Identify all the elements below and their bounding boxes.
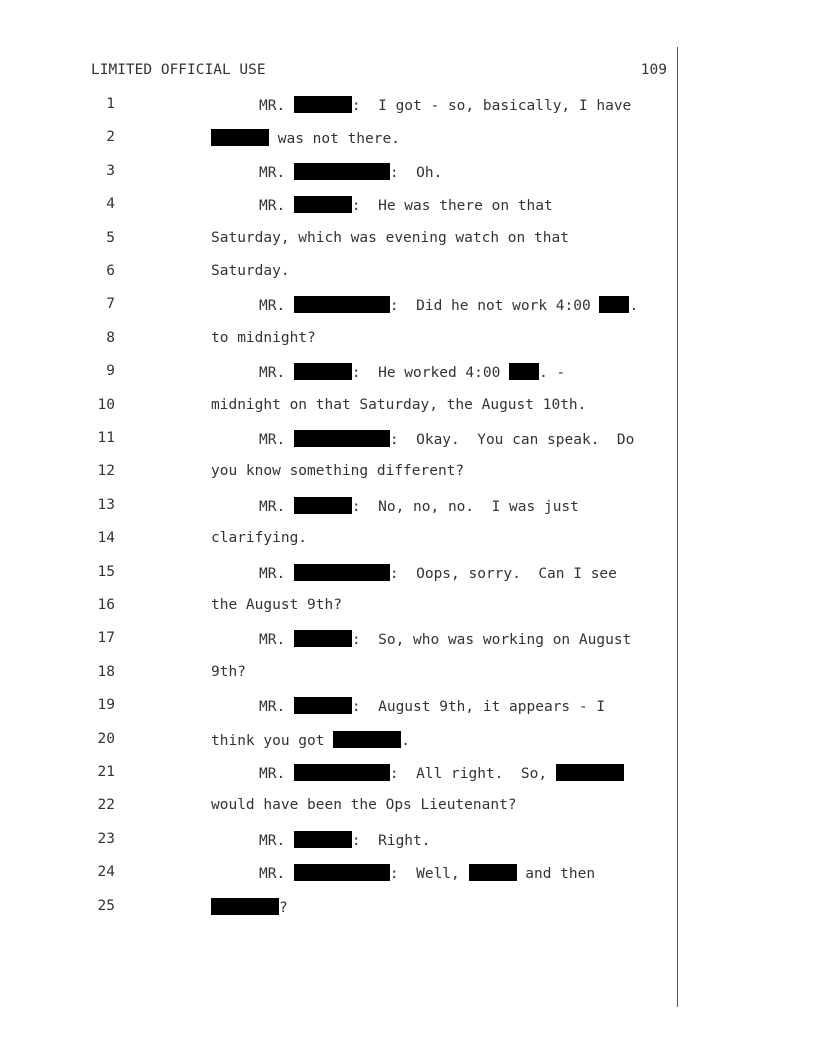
line-text (211, 463, 464, 479)
text-segment: : He worked 4:00 (351, 365, 510, 382)
transcript-line (0, 898, 676, 918)
text-segment: : Did he not work 4:00 (389, 298, 600, 315)
transcript-line (0, 797, 676, 817)
text-segment: you know something different? (211, 463, 465, 480)
transcript-line (0, 363, 676, 383)
line-number: 18 (97, 663, 115, 680)
transcript-line (0, 497, 676, 517)
text-segment: would have been the Ops Lieutenant? (211, 797, 517, 814)
line-number: 17 (97, 630, 115, 647)
redaction-block (556, 764, 624, 781)
text-segment: : I got - so, basically, I have (351, 98, 632, 114)
text-segment: to midnight? (211, 329, 316, 346)
text-segment: MR. (259, 198, 294, 215)
line-number: 5 (106, 229, 115, 246)
transcript-line (0, 597, 676, 617)
text-segment: MR. (259, 866, 294, 883)
text-segment: . - (539, 365, 566, 382)
redaction-block (211, 129, 269, 146)
line-number: 14 (97, 530, 115, 547)
transcript-line (0, 129, 676, 149)
text-segment: MR. (259, 98, 294, 114)
line-text (259, 363, 565, 381)
line-text (259, 430, 634, 448)
redaction-block (509, 363, 539, 380)
text-segment: : Oops, sorry. Can I see (389, 565, 617, 582)
line-number: 22 (97, 797, 115, 814)
redaction-block (294, 296, 390, 313)
text-segment: was not there. (269, 131, 400, 148)
line-number: 2 (106, 129, 115, 146)
transcript-line (0, 163, 676, 183)
redaction-block (333, 731, 401, 748)
transcript-line (0, 764, 676, 784)
line-text (211, 230, 569, 246)
redaction-block (294, 831, 352, 848)
line-number: 9 (106, 363, 115, 380)
text-segment: MR. (259, 699, 294, 716)
text-segment: MR. (259, 498, 294, 515)
redaction-block (294, 497, 352, 514)
transcript-line (0, 330, 676, 350)
line-text (259, 497, 579, 515)
redaction-block (294, 430, 390, 447)
transcript-line (0, 296, 676, 316)
text-segment: 9th? (211, 663, 246, 680)
text-segment: : Oh. (389, 164, 443, 181)
redaction-block (294, 564, 390, 581)
line-number: 6 (106, 263, 115, 279)
line-text (211, 664, 246, 680)
line-number: 8 (106, 329, 115, 346)
transcript-line (0, 564, 676, 584)
text-segment: Saturday. (211, 263, 290, 279)
transcript-line (0, 864, 676, 884)
transcript-line (0, 463, 676, 483)
redaction-block (294, 196, 352, 213)
text-segment: MR. (259, 365, 294, 382)
line-number: 1 (106, 96, 115, 112)
text-segment: : Well, (389, 866, 469, 883)
text-segment: : August 9th, it appears - I (351, 699, 606, 716)
line-text (211, 330, 316, 346)
line-text (259, 196, 553, 214)
text-segment: . (401, 732, 410, 749)
text-segment: Saturday, which was evening watch on that (211, 229, 569, 246)
line-text (211, 898, 288, 916)
text-segment: think you got (211, 732, 334, 749)
text-segment: midnight on that Saturday, the August 10th. (211, 396, 587, 413)
line-text (211, 731, 410, 749)
line-text (211, 797, 517, 813)
redaction-block (294, 697, 352, 714)
text-segment: : Okay. You can speak. Do (389, 432, 635, 448)
text-segment: . (629, 298, 639, 315)
text-segment: : He was there on that (351, 198, 553, 215)
line-text (211, 129, 400, 147)
redaction-block (294, 363, 352, 380)
text-segment: and then (516, 866, 596, 883)
redaction-block (211, 898, 279, 915)
text-segment: MR. (259, 766, 294, 782)
line-text (211, 597, 342, 613)
transcript-line (0, 230, 676, 250)
line-text (259, 564, 617, 582)
transcript-line (0, 831, 676, 851)
line-number: 16 (97, 597, 115, 613)
classification-header: LIMITED OFFICIAL USE (91, 62, 266, 78)
transcript-line (0, 697, 676, 717)
line-number: 15 (97, 563, 115, 580)
redaction-block (294, 630, 352, 647)
text-segment: the August 9th? (211, 597, 342, 613)
line-number: 7 (106, 296, 115, 313)
line-number: 21 (97, 764, 115, 780)
line-number: 19 (97, 697, 115, 714)
line-text (259, 96, 631, 114)
redaction-block (294, 864, 390, 881)
text-segment: : So, who was working on August (351, 632, 632, 649)
line-text (259, 864, 595, 882)
text-segment: MR. (259, 432, 294, 448)
line-text (259, 764, 624, 782)
line-number: 10 (97, 396, 115, 413)
text-segment: : Right. (351, 832, 431, 849)
transcript-line (0, 430, 676, 450)
text-segment: MR. (259, 298, 294, 315)
line-text (259, 697, 605, 715)
redaction-block (294, 764, 390, 781)
transcript-line (0, 96, 676, 116)
text-segment: ? (279, 899, 288, 916)
line-number: 3 (106, 162, 115, 179)
text-segment: clarifying. (211, 530, 308, 547)
text-segment: MR. (259, 164, 294, 181)
line-number: 11 (97, 430, 115, 446)
text-segment: : All right. So, (389, 766, 556, 782)
transcript-line (0, 196, 676, 216)
line-number: 20 (97, 730, 115, 747)
transcript-line (0, 630, 676, 650)
line-text (259, 630, 631, 648)
transcript-line (0, 664, 676, 684)
text-segment: MR. (259, 565, 294, 582)
line-number: 13 (97, 496, 115, 513)
line-number: 23 (97, 830, 115, 847)
line-text (211, 397, 586, 413)
line-number: 12 (97, 463, 115, 480)
redaction-block (469, 864, 517, 881)
redaction-block (599, 296, 629, 313)
page-number: 109 (640, 62, 667, 78)
line-text (259, 296, 638, 314)
redaction-block (294, 96, 352, 113)
transcript-line (0, 530, 676, 550)
line-text (259, 831, 431, 849)
line-number: 25 (97, 897, 115, 914)
line-text (211, 530, 307, 546)
line-text (211, 263, 290, 279)
line-number: 24 (97, 864, 115, 881)
transcript-line (0, 263, 676, 283)
transcript-line (0, 397, 676, 417)
redaction-block (294, 163, 390, 180)
right-margin-rule (677, 47, 678, 1007)
text-segment: : No, no, no. I was just (351, 498, 579, 515)
text-segment: MR. (259, 832, 294, 849)
line-number: 4 (106, 196, 115, 213)
transcript-line (0, 731, 676, 751)
text-segment: MR. (259, 632, 294, 649)
line-text (259, 163, 442, 181)
